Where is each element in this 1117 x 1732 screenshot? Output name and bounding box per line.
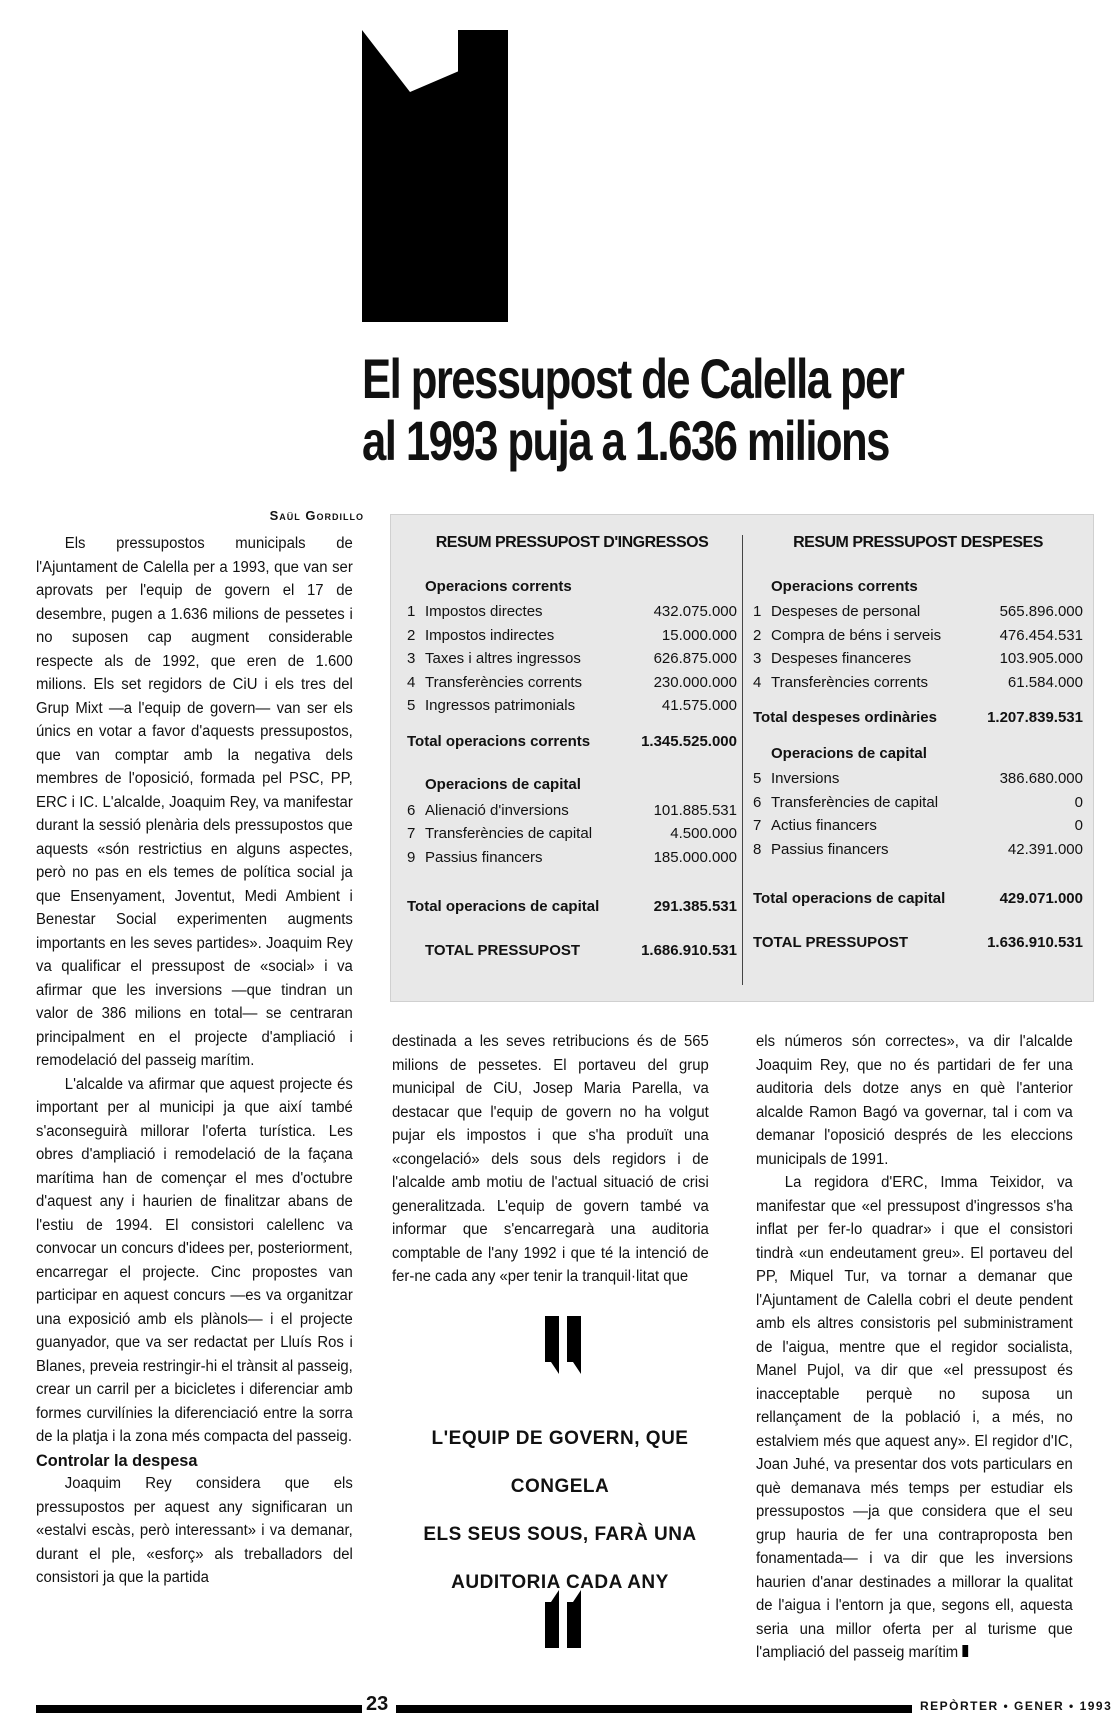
table-row <box>407 846 737 870</box>
row-value: 626.875.000 <box>653 650 737 667</box>
row-value: 41.575.000 <box>661 697 737 714</box>
row-label <box>753 671 1008 695</box>
paragraph <box>756 1171 1073 1665</box>
paragraph: L'alcalde va afirmar que aquest projecte és important per al municipi ja que així també s'aconseguirà millorar l'oferta turística. Les obres d'ampliació i remodelació de la façana marítima han de començar el mes d'octubre d'aquest any i haurien de finalitzar abans de l'estiu de 1994. El consistori calellenc va convocar un concurs d'idees per, posteriorment, encarregar el projecte. Cinc propostes van participar en aquest concurs —es va organitzar una exposició amb els plànols— i el projecte guanyador, que va ser redactat per Lluís Ros i Blanes, preveia restringir-hi el trànsit al passeig, crear un carril per a bicicletes i diferenciar amb formes curvilínies la diferenciació entre la sorra de la platja i la zona més compacta del passeig. <box>36 1075 353 1445</box>
author-byline: Saül Gordillo <box>269 508 364 523</box>
income-capital-heading: Operacions de capital <box>425 776 581 793</box>
page-number: 23 <box>366 1693 389 1715</box>
row-number: 7 <box>407 825 416 842</box>
row-label <box>753 647 1000 671</box>
expenses-capital-rows <box>753 767 1083 861</box>
pull-quote-line: L'EQUIP DE GOVERN, QUE CONGELA <box>431 1428 689 1497</box>
row-text: Inversions <box>771 770 840 787</box>
paragraph: destinada a les seves retribucions és de 565 milions de pessetes. El portaveu del grup municipal de CiU, Josep Maria Parella, va destacar que l'equip de govern no ha volgut pujar els impostos i que s'ha produït una «congelació» dels sous dels regidors i de l'alcalde amb motiu de l'actual situació de crisi generalitzada. L'equip de govern també va informar que s'encarregarà una auditoria comptable de l'any 1992 i que té la intenció de fer-ne cada any «per tenir la tranquil·litat que <box>392 1033 709 1285</box>
expenses-current-rows <box>753 600 1083 694</box>
table-row <box>753 838 1083 862</box>
total-label: Total operacions de capital <box>753 890 946 907</box>
total-label: Total operacions corrents <box>407 732 591 750</box>
article-column-1 <box>36 532 353 1590</box>
pull-quote-line: ELS SEUS SOUS, FARÀ UNA <box>423 1524 697 1545</box>
closing-quote-icon <box>545 1590 585 1648</box>
table-row <box>407 600 737 624</box>
row-text: Transferències de capital <box>771 793 939 811</box>
row-value: 61.584.000 <box>1007 673 1083 691</box>
table-row <box>753 671 1083 695</box>
total-value: 1.207.839.531 <box>987 709 1083 726</box>
row-value: 565.896.000 <box>999 603 1083 620</box>
row-text: Taxes i altres ingressos <box>425 650 581 667</box>
row-value: 230.000.000 <box>653 673 737 691</box>
paragraph: els números són correctes», va dir l'alcalde Joaquim Rey, que no és partidari de fer una auditoria dels dotze anys en què l'anterior alcalde Ramon Bagó va governar, tal i com va demanar l'oposició després de les eleccions municipals de 1991. <box>756 1033 1073 1168</box>
row-value: 4.500.000 <box>670 825 737 842</box>
end-mark-icon <box>962 1645 968 1657</box>
row-text: Impostos indirectes <box>425 626 555 644</box>
row-number: 2 <box>407 626 416 644</box>
row-number: 5 <box>407 697 416 714</box>
row-label <box>753 767 1000 791</box>
expenses-title: RESUM PRESSUPOST DESPESES <box>793 534 1043 551</box>
grand-total-label: TOTAL PRESSUPOST <box>425 941 581 959</box>
row-text: Actius financers <box>771 817 877 834</box>
row-value: 476.454.531 <box>999 626 1083 644</box>
row-text: Transferències corrents <box>425 673 583 691</box>
row-number: 3 <box>407 650 416 667</box>
row-label <box>753 791 1075 815</box>
row-text: Passius financers <box>771 840 889 858</box>
income-current-rows <box>407 600 737 718</box>
expenses-capital-heading: Operacions de capital <box>771 744 927 762</box>
row-label <box>407 799 654 823</box>
row-text: Alienació d'inversions <box>425 801 569 819</box>
income-title: RESUM PRESSUPOST D'INGRESSOS <box>435 534 709 551</box>
row-label <box>753 838 1008 862</box>
article-column-3 <box>756 1030 1073 1665</box>
total-value: 429.071.000 <box>999 890 1083 907</box>
row-number: 7 <box>753 817 762 834</box>
table-divider <box>742 535 743 985</box>
row-value: 42.391.000 <box>1007 840 1083 858</box>
income-capital-total <box>407 895 737 919</box>
total-label: Total operacions de capital <box>407 898 600 915</box>
expenses-current-heading: Operacions corrents <box>771 577 918 595</box>
row-value: 0 <box>1074 793 1083 811</box>
expenses-capital-total <box>753 887 1083 911</box>
row-text: Passius financers <box>425 848 543 866</box>
row-label <box>407 694 662 718</box>
row-text: Despeses financeres <box>771 650 912 667</box>
income-capital-rows <box>407 799 737 870</box>
row-text: Compra de béns i serveis <box>771 626 942 644</box>
expenses-summary <box>753 531 1083 954</box>
row-number: 9 <box>407 848 416 866</box>
row-label <box>407 624 662 648</box>
section-subheading: Controlar la despesa <box>36 1450 198 1470</box>
total-label: Total despeses ordinàries <box>753 709 937 726</box>
table-row <box>407 647 737 671</box>
row-label <box>407 671 654 695</box>
table-row <box>407 671 737 695</box>
expenses-ordinary-total <box>753 706 1083 730</box>
opening-quote-icon <box>545 1316 585 1374</box>
row-label <box>407 600 654 624</box>
paragraph-text: La regidora d'ERC, Imma Teixidor, va manifestar que «el pressupost d'ingressos s'ha inflat per fer-lo quadrar» i que el consistori tindrà «un endeutament greu». El portaveu del PP, Miquel Tur, va tornar a demanar que l'Ajuntament de Calella cobri el deute pendent amb els altres consistoris pel subministrament de l'aigua, mentre que el regidor socialista, Manel Pujol, va dir que «el pressupost és inacceptable perquè no suposa un rellançament de la població i, a més, no estalviem més que aquest any». El regidor d'IC, Joan Juhé, va presentar dos vots particulars en què demanava més temps per estudiar els pressupostos —ja que considera que el seu grup hauria de fer una contraproposta ben fonamentada— i va dir que les inversions haurien d'anar destinades a millorar la qualitat de l'aigua i l'entorn ja que, segons ell, aquesta seria una millor oferta per al turisme que l'ampliació del passeig marítim <box>756 1174 1073 1661</box>
grand-total-value: 1.686.910.531 <box>641 941 737 959</box>
row-text: Despeses de personal <box>771 603 921 620</box>
row-value: 386.680.000 <box>999 770 1083 787</box>
footer-rule-right <box>396 1705 912 1713</box>
row-number: 8 <box>753 840 762 858</box>
row-number: 6 <box>753 793 762 811</box>
row-value: 15.000.000 <box>661 626 737 644</box>
row-text: Transferències corrents <box>771 673 929 691</box>
row-text: Ingressos patrimonials <box>425 697 576 714</box>
headline <box>362 348 924 472</box>
row-label <box>753 624 1000 648</box>
publication-info: REPÒRTER • GENER • 1993 <box>920 1699 1113 1713</box>
row-number: 1 <box>407 603 416 620</box>
row-value: 432.075.000 <box>653 603 737 620</box>
income-summary <box>407 531 737 962</box>
row-label <box>407 647 654 671</box>
row-number: 1 <box>753 603 762 620</box>
paragraph: Joaquim Rey considera que els pressupostos per aquest any significaran un «estalvi escàs, però interessant» i va demanar, durant el ple, «esforç» als treballadors del consistori ja que la partida <box>36 1475 353 1586</box>
table-row <box>753 647 1083 671</box>
table-row <box>407 822 737 846</box>
row-number: 4 <box>407 673 416 691</box>
total-value: 1.345.525.000 <box>641 732 737 750</box>
table-row <box>753 767 1083 791</box>
row-value: 101.885.531 <box>653 801 737 819</box>
row-text: Transferències de capital <box>425 825 593 842</box>
row-text: Impostos directes <box>425 603 543 620</box>
income-current-heading: Operacions corrents <box>425 577 572 595</box>
row-label <box>407 846 654 870</box>
income-grand-total <box>407 939 737 963</box>
row-label <box>753 814 1075 838</box>
headline-line-1: El pressupost de Calella per <box>362 347 904 410</box>
section-logo-mark <box>362 30 508 322</box>
income-current-total <box>407 730 737 754</box>
expenses-grand-total <box>753 931 1083 955</box>
table-row <box>407 694 737 718</box>
pull-quote <box>395 1415 725 1607</box>
row-number: 3 <box>753 650 762 667</box>
row-value: 0 <box>1074 817 1083 834</box>
row-value: 103.905.000 <box>999 650 1083 667</box>
pull-quote-line: AUDITORIA CADA ANY <box>451 1572 669 1593</box>
row-number: 5 <box>753 770 762 787</box>
row-label <box>753 600 1000 624</box>
row-label <box>407 822 670 846</box>
table-row <box>753 814 1083 838</box>
grand-total-value: 1.636.910.531 <box>987 933 1083 951</box>
table-row <box>407 799 737 823</box>
table-row <box>753 624 1083 648</box>
row-value: 185.000.000 <box>653 848 737 866</box>
headline-line-2: al 1993 puja a 1.636 milions <box>362 409 889 472</box>
table-row <box>753 791 1083 815</box>
article-column-2 <box>392 1030 709 1289</box>
footer-rule-left <box>36 1705 362 1713</box>
row-number: 2 <box>753 626 762 644</box>
row-number: 6 <box>407 801 416 819</box>
table-row <box>753 600 1083 624</box>
row-number: 4 <box>753 673 762 691</box>
paragraph: Els pressupostos municipals de l'Ajuntament de Calella per a 1993, que van ser aprovats per l'equip de govern el 17 de desembre, pugen a 1.636 milions de pessetes i no suposen cap augment considerable respecte als de 1992, que eren de 1.600 milions. Els set regidors de CiU i els tres del Grup Mixt —a l'equip de govern— van ser els únics en votar a favor d'aquests pressupostos, que van comptar amb la negativa dels membres de l'oposició, formada pel PSC, PP, ERC i IC. L'alcalde, Joaquim Rey, va manifestar durant la sessió plenària dels pressupostos que aquests «són restrictius en alguns aspectes, però no pas en els temes de política social ja que Ensenyament, Joventut, Medi Ambient i Benestar Social experimenten augments importants en les seves partides». Joaquim Rey va qualificar el pressupost de «social» i va afirmar que les inversions —que tindran un valor de 386 milions en total— se centraran principalment en el projecte d'ampliació i remodelació del passeig marítim. <box>36 535 353 1069</box>
table-row <box>407 624 737 648</box>
budget-summary-table <box>390 514 1094 1002</box>
grand-total-label: TOTAL PRESSUPOST <box>753 933 909 951</box>
total-value: 291.385.531 <box>653 898 737 915</box>
